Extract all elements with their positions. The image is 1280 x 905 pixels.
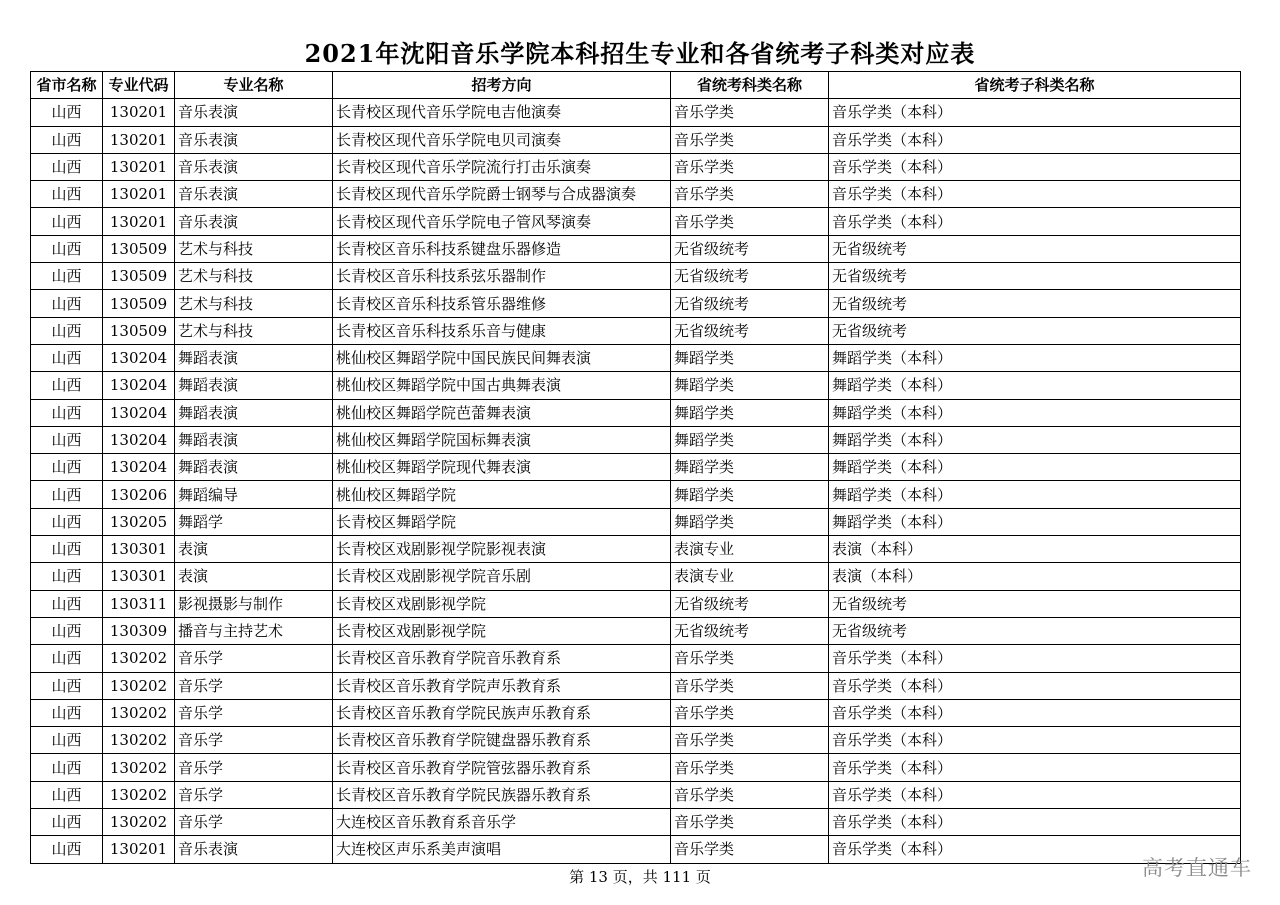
cell-province: 山西 (31, 208, 103, 235)
cell-exam-category: 音乐学类 (671, 181, 829, 208)
cell-exam-subcategory: 表演（本科） (829, 563, 1241, 590)
cell-major-code: 130202 (103, 699, 175, 726)
cell-major-code: 130204 (103, 372, 175, 399)
table-row (31, 235, 1241, 262)
cell-exam-category: 音乐学类 (671, 208, 829, 235)
cell-major-code: 130202 (103, 645, 175, 672)
cell-direction: 长青校区音乐科技系弦乐器制作 (333, 263, 671, 290)
cell-major-name: 音乐表演 (175, 208, 333, 235)
cell-exam-subcategory: 无省级统考 (829, 590, 1241, 617)
cell-province: 山西 (31, 399, 103, 426)
table-row (31, 399, 1241, 426)
table-row (31, 590, 1241, 617)
cell-province: 山西 (31, 672, 103, 699)
cell-exam-subcategory: 音乐学类（本科） (829, 727, 1241, 754)
cell-major-name: 音乐学 (175, 727, 333, 754)
cell-direction: 桃仙校区舞蹈学院现代舞表演 (333, 454, 671, 481)
table-row (31, 126, 1241, 153)
cell-exam-category: 无省级统考 (671, 590, 829, 617)
cell-exam-category: 音乐学类 (671, 809, 829, 836)
cell-province: 山西 (31, 481, 103, 508)
cell-major-code: 130201 (103, 99, 175, 126)
cell-exam-subcategory: 无省级统考 (829, 235, 1241, 262)
cell-exam-subcategory: 无省级统考 (829, 317, 1241, 344)
cell-province: 山西 (31, 809, 103, 836)
header-exam-subcategory: 省统考子科类名称 (829, 72, 1241, 99)
cell-major-name: 艺术与科技 (175, 263, 333, 290)
cell-province: 山西 (31, 344, 103, 371)
cell-direction: 桃仙校区舞蹈学院芭蕾舞表演 (333, 399, 671, 426)
cell-exam-subcategory: 音乐学类（本科） (829, 809, 1241, 836)
cell-province: 山西 (31, 727, 103, 754)
cell-major-name: 音乐学 (175, 754, 333, 781)
table-row (31, 372, 1241, 399)
cell-exam-category: 无省级统考 (671, 317, 829, 344)
cell-major-name: 艺术与科技 (175, 317, 333, 344)
cell-exam-subcategory: 舞蹈学类（本科） (829, 372, 1241, 399)
cell-exam-category: 音乐学类 (671, 754, 829, 781)
header-exam-category: 省统考科类名称 (671, 72, 829, 99)
table-row (31, 836, 1241, 863)
cell-direction: 桃仙校区舞蹈学院中国古典舞表演 (333, 372, 671, 399)
page-title: 2021年沈阳音乐学院本科招生专业和各省统考子科类对应表 (304, 39, 976, 68)
cell-direction: 长青校区音乐教育学院民族器乐教育系 (333, 781, 671, 808)
cell-major-code: 130201 (103, 126, 175, 153)
table-row (31, 263, 1241, 290)
header-province: 省市名称 (31, 72, 103, 99)
cell-major-name: 艺术与科技 (175, 235, 333, 262)
cell-direction: 长青校区音乐科技系乐音与健康 (333, 317, 671, 344)
page-number: 第 13 页，共 111 页 (569, 868, 711, 886)
cell-province: 山西 (31, 590, 103, 617)
cell-exam-category: 无省级统考 (671, 617, 829, 644)
cell-exam-category: 音乐学类 (671, 727, 829, 754)
cell-major-code: 130309 (103, 617, 175, 644)
cell-exam-subcategory: 音乐学类（本科） (829, 153, 1241, 180)
table-row (31, 781, 1241, 808)
cell-exam-subcategory: 表演（本科） (829, 536, 1241, 563)
cell-major-code: 130204 (103, 344, 175, 371)
cell-exam-subcategory: 音乐学类（本科） (829, 208, 1241, 235)
cell-exam-category: 舞蹈学类 (671, 426, 829, 453)
cell-major-name: 音乐学 (175, 699, 333, 726)
cell-direction: 长青校区音乐教育学院键盘器乐教育系 (333, 727, 671, 754)
cell-exam-category: 舞蹈学类 (671, 508, 829, 535)
table-row (31, 617, 1241, 644)
table-row (31, 645, 1241, 672)
cell-major-code: 130206 (103, 481, 175, 508)
cell-exam-subcategory: 音乐学类（本科） (829, 645, 1241, 672)
cell-major-name: 音乐表演 (175, 181, 333, 208)
table-body (31, 99, 1241, 863)
cell-exam-subcategory: 音乐学类（本科） (829, 126, 1241, 153)
cell-exam-subcategory: 音乐学类（本科） (829, 699, 1241, 726)
cell-major-name: 音乐表演 (175, 126, 333, 153)
cell-exam-category: 音乐学类 (671, 99, 829, 126)
cell-major-code: 130509 (103, 290, 175, 317)
cell-major-name: 舞蹈学 (175, 508, 333, 535)
cell-direction: 长青校区现代音乐学院电吉他演奏 (333, 99, 671, 126)
cell-exam-category: 音乐学类 (671, 699, 829, 726)
cell-major-name: 音乐学 (175, 809, 333, 836)
cell-exam-category: 音乐学类 (671, 645, 829, 672)
cell-province: 山西 (31, 754, 103, 781)
cell-province: 山西 (31, 645, 103, 672)
cell-major-code: 130204 (103, 399, 175, 426)
cell-major-code: 130204 (103, 426, 175, 453)
cell-province: 山西 (31, 617, 103, 644)
header-direction: 招考方向 (333, 72, 671, 99)
table-row (31, 99, 1241, 126)
cell-province: 山西 (31, 99, 103, 126)
cell-exam-subcategory: 无省级统考 (829, 617, 1241, 644)
cell-exam-subcategory: 舞蹈学类（本科） (829, 454, 1241, 481)
cell-direction: 长青校区音乐教育学院民族声乐教育系 (333, 699, 671, 726)
table-row (31, 508, 1241, 535)
cell-province: 山西 (31, 372, 103, 399)
cell-major-name: 舞蹈表演 (175, 372, 333, 399)
cell-direction: 长青校区戏剧影视学院音乐剧 (333, 563, 671, 590)
cell-exam-category: 音乐学类 (671, 672, 829, 699)
table-row (31, 809, 1241, 836)
cell-major-name: 音乐表演 (175, 836, 333, 863)
cell-direction: 长青校区舞蹈学院 (333, 508, 671, 535)
cell-exam-category: 音乐学类 (671, 126, 829, 153)
cell-direction: 长青校区现代音乐学院电贝司演奏 (333, 126, 671, 153)
table-row (31, 481, 1241, 508)
table-row (31, 699, 1241, 726)
cell-province: 山西 (31, 836, 103, 863)
cell-major-code: 130509 (103, 263, 175, 290)
cell-exam-category: 舞蹈学类 (671, 454, 829, 481)
cell-major-code: 130301 (103, 536, 175, 563)
cell-major-name: 艺术与科技 (175, 290, 333, 317)
cell-exam-subcategory: 音乐学类（本科） (829, 99, 1241, 126)
cell-exam-subcategory: 音乐学类（本科） (829, 672, 1241, 699)
cell-province: 山西 (31, 126, 103, 153)
cell-exam-category: 舞蹈学类 (671, 344, 829, 371)
cell-major-name: 音乐学 (175, 781, 333, 808)
cell-major-name: 表演 (175, 536, 333, 563)
cell-major-code: 130202 (103, 754, 175, 781)
cell-exam-category: 舞蹈学类 (671, 399, 829, 426)
cell-major-name: 舞蹈表演 (175, 426, 333, 453)
cell-direction: 大连校区声乐系美声演唱 (333, 836, 671, 863)
cell-exam-subcategory: 音乐学类（本科） (829, 836, 1241, 863)
cell-major-code: 130201 (103, 181, 175, 208)
cell-major-name: 舞蹈表演 (175, 399, 333, 426)
cell-province: 山西 (31, 781, 103, 808)
table-row (31, 317, 1241, 344)
cell-major-code: 130509 (103, 317, 175, 344)
cell-direction: 长青校区音乐科技系键盘乐器修造 (333, 235, 671, 262)
table-row (31, 208, 1241, 235)
table-row (31, 754, 1241, 781)
cell-province: 山西 (31, 426, 103, 453)
cell-exam-category: 舞蹈学类 (671, 372, 829, 399)
header-major-name: 专业名称 (175, 72, 333, 99)
table-row (31, 181, 1241, 208)
cell-exam-subcategory: 舞蹈学类（本科） (829, 426, 1241, 453)
table-row (31, 563, 1241, 590)
cell-major-name: 音乐表演 (175, 153, 333, 180)
cell-major-name: 音乐表演 (175, 99, 333, 126)
cell-exam-category: 音乐学类 (671, 781, 829, 808)
cell-province: 山西 (31, 508, 103, 535)
cell-direction: 长青校区音乐教育学院管弦器乐教育系 (333, 754, 671, 781)
table-row (31, 727, 1241, 754)
cell-major-code: 130204 (103, 454, 175, 481)
cell-province: 山西 (31, 454, 103, 481)
cell-direction: 桃仙校区舞蹈学院 (333, 481, 671, 508)
cell-province: 山西 (31, 536, 103, 563)
cell-major-code: 130202 (103, 727, 175, 754)
cell-major-name: 播音与主持艺术 (175, 617, 333, 644)
cell-direction: 桃仙校区舞蹈学院中国民族民间舞表演 (333, 344, 671, 371)
cell-exam-subcategory: 舞蹈学类（本科） (829, 399, 1241, 426)
cell-major-code: 130201 (103, 153, 175, 180)
table-row (31, 454, 1241, 481)
cell-direction: 长青校区戏剧影视学院 (333, 590, 671, 617)
cell-exam-category: 舞蹈学类 (671, 481, 829, 508)
cell-direction: 长青校区音乐教育学院音乐教育系 (333, 645, 671, 672)
cell-exam-category: 表演专业 (671, 536, 829, 563)
table-row (31, 536, 1241, 563)
cell-major-code: 130201 (103, 208, 175, 235)
cell-province: 山西 (31, 153, 103, 180)
cell-direction: 长青校区音乐教育学院声乐教育系 (333, 672, 671, 699)
cell-exam-subcategory: 音乐学类（本科） (829, 181, 1241, 208)
cell-direction: 长青校区现代音乐学院爵士钢琴与合成器演奏 (333, 181, 671, 208)
cell-major-name: 表演 (175, 563, 333, 590)
cell-major-code: 130201 (103, 836, 175, 863)
cell-direction: 桃仙校区舞蹈学院国标舞表演 (333, 426, 671, 453)
cell-direction: 长青校区戏剧影视学院 (333, 617, 671, 644)
cell-province: 山西 (31, 563, 103, 590)
cell-exam-subcategory: 音乐学类（本科） (829, 781, 1241, 808)
cell-exam-category: 无省级统考 (671, 263, 829, 290)
table-row (31, 290, 1241, 317)
cell-province: 山西 (31, 699, 103, 726)
watermark: 高考直通车 (1142, 856, 1252, 880)
cell-exam-subcategory: 舞蹈学类（本科） (829, 481, 1241, 508)
cell-direction: 长青校区现代音乐学院流行打击乐演奏 (333, 153, 671, 180)
cell-direction: 长青校区戏剧影视学院影视表演 (333, 536, 671, 563)
cell-major-code: 130205 (103, 508, 175, 535)
cell-major-name: 舞蹈表演 (175, 454, 333, 481)
cell-major-code: 130202 (103, 781, 175, 808)
cell-major-code: 130202 (103, 672, 175, 699)
cell-major-name: 舞蹈编导 (175, 481, 333, 508)
table-row (31, 672, 1241, 699)
cell-exam-category: 音乐学类 (671, 153, 829, 180)
cell-province: 山西 (31, 181, 103, 208)
cell-major-code: 130311 (103, 590, 175, 617)
majors-table (30, 71, 1241, 864)
table-row (31, 153, 1241, 180)
cell-major-name: 影视摄影与制作 (175, 590, 333, 617)
cell-province: 山西 (31, 317, 103, 344)
cell-exam-subcategory: 音乐学类（本科） (829, 754, 1241, 781)
cell-exam-subcategory: 无省级统考 (829, 263, 1241, 290)
cell-exam-category: 无省级统考 (671, 290, 829, 317)
cell-exam-category: 音乐学类 (671, 836, 829, 863)
cell-major-code: 130202 (103, 809, 175, 836)
cell-exam-category: 无省级统考 (671, 235, 829, 262)
cell-exam-subcategory: 无省级统考 (829, 290, 1241, 317)
cell-province: 山西 (31, 263, 103, 290)
cell-direction: 大连校区音乐教育系音乐学 (333, 809, 671, 836)
cell-major-code: 130301 (103, 563, 175, 590)
cell-province: 山西 (31, 290, 103, 317)
header-major-code: 专业代码 (103, 72, 175, 99)
table-row (31, 344, 1241, 371)
cell-province: 山西 (31, 235, 103, 262)
cell-major-name: 音乐学 (175, 645, 333, 672)
cell-direction: 长青校区音乐科技系管乐器维修 (333, 290, 671, 317)
cell-major-name: 舞蹈表演 (175, 344, 333, 371)
cell-direction: 长青校区现代音乐学院电子管风琴演奏 (333, 208, 671, 235)
cell-major-code: 130509 (103, 235, 175, 262)
table-header-row (31, 72, 1241, 99)
cell-exam-subcategory: 舞蹈学类（本科） (829, 508, 1241, 535)
cell-exam-subcategory: 舞蹈学类（本科） (829, 344, 1241, 371)
table-row (31, 426, 1241, 453)
cell-exam-category: 表演专业 (671, 563, 829, 590)
cell-major-name: 音乐学 (175, 672, 333, 699)
